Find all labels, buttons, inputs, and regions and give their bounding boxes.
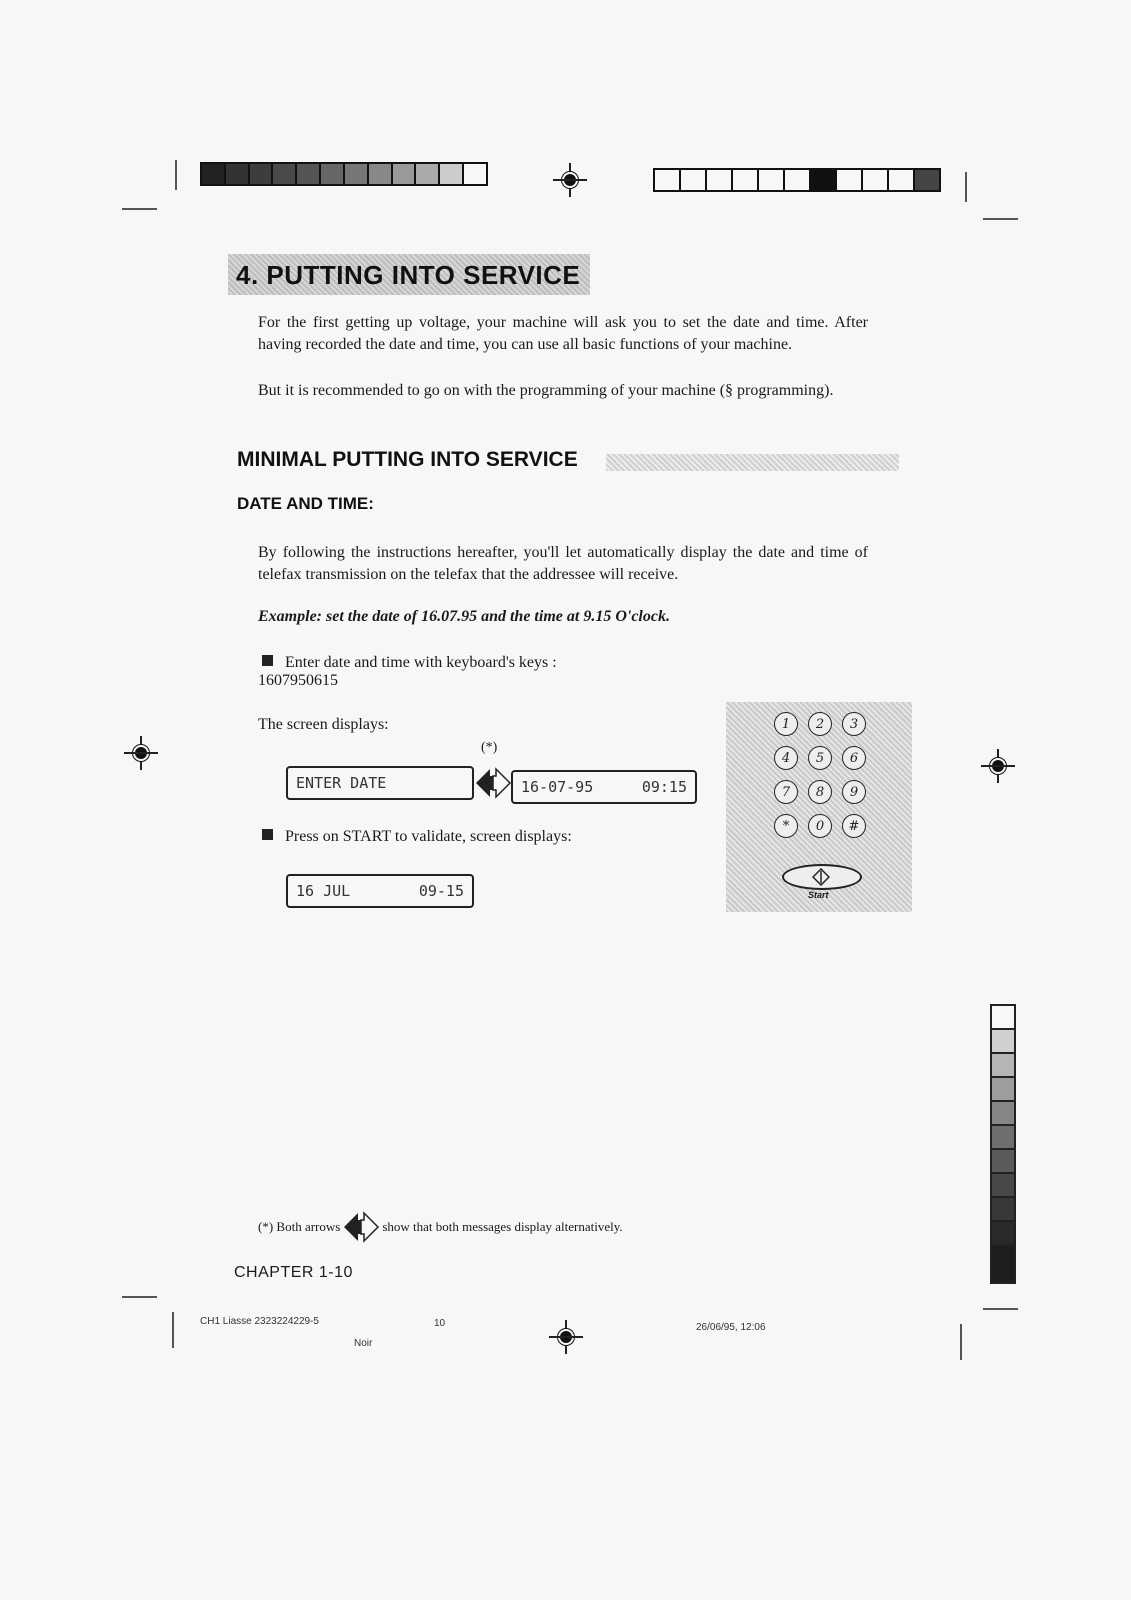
step-2	[262, 826, 572, 848]
intro-paragraph-2: But it is recommended to go on with the programming of your machine (§ programming).	[258, 382, 834, 399]
step-1-value: 1607950615	[258, 672, 338, 689]
key-9: 9	[842, 780, 866, 804]
screen-label: The screen displays:	[258, 716, 389, 733]
lcd-time: 09-15	[418, 882, 464, 900]
key-1: 1	[774, 712, 798, 736]
lcd-display-enter-date	[286, 766, 474, 800]
start-icon	[812, 868, 830, 886]
key-4: 4	[774, 746, 798, 770]
key-0: 0	[808, 814, 832, 838]
trim-mark	[965, 172, 967, 202]
registration-bar-right	[653, 168, 941, 192]
footnote	[258, 1208, 623, 1246]
key-6: 6	[842, 746, 866, 770]
key-2: 2	[808, 712, 832, 736]
section-title: 4. PUTTING INTO SERVICE	[228, 254, 590, 295]
grayscale-tab-strip	[990, 1004, 1016, 1284]
lcd-text: ENTER DATE	[296, 774, 387, 792]
lcd-date: 16 JUL	[296, 882, 351, 900]
trim-mark	[122, 1296, 157, 1298]
subsection-title: MINIMAL PUTTING INTO SERVICE	[237, 448, 578, 471]
trim-mark	[983, 1308, 1018, 1310]
keypad-illustration	[726, 702, 912, 912]
trim-mark	[175, 160, 177, 190]
trim-mark	[960, 1324, 962, 1360]
registration-bar-left	[200, 162, 488, 186]
heading-hatch-bar	[606, 454, 899, 471]
trim-mark	[983, 218, 1018, 220]
start-label: Start	[808, 890, 829, 900]
crosshair-icon	[124, 736, 158, 770]
step-2-text: Press on START to validate, screen displays:	[285, 828, 572, 845]
start-key	[782, 864, 862, 890]
print-color: Noir	[354, 1338, 373, 1349]
step-1-text: Enter date and time with keyboard's keys :	[285, 654, 557, 671]
keypad-grid	[774, 712, 866, 838]
lcd-date: 16-07-95	[521, 778, 594, 796]
double-arrow-icon	[474, 764, 512, 802]
print-date: 26/06/95, 12:06	[696, 1322, 766, 1333]
date-time-description: By following the instructions hereafter, you'll let automatically display the date and time of telefax transmission on the telefax that the addressee will receive.	[258, 544, 868, 583]
print-page-number: 10	[434, 1318, 446, 1329]
double-arrow-icon	[342, 1208, 380, 1246]
bullet	[262, 829, 273, 840]
key-star: *	[774, 814, 798, 838]
bullet	[262, 655, 273, 666]
footnote-text-2: show that both messages display alternatively.	[382, 1219, 623, 1234]
key-7: 7	[774, 780, 798, 804]
intro-paragraph: For the first getting up voltage, your machine will ask you to set the date and time. After having recorded the date and time, you can use all basic functions of your machine.	[258, 314, 868, 353]
footnote-text: (*) Both arrows	[258, 1219, 341, 1234]
crosshair-icon	[981, 749, 1015, 783]
key-hash: #	[842, 814, 866, 838]
date-time-heading: DATE AND TIME:	[237, 494, 374, 513]
chapter-label: CHAPTER 1-10	[234, 1264, 353, 1281]
lcd-display-date-time	[511, 770, 697, 804]
trim-mark	[172, 1312, 174, 1348]
lcd-time: 09:15	[641, 778, 687, 796]
asterisk-note: (*)	[481, 740, 498, 755]
key-3: 3	[842, 712, 866, 736]
crosshair-icon	[553, 163, 587, 197]
print-file-info: CH1 Liasse 2323224229-5	[200, 1316, 319, 1327]
crosshair-icon	[549, 1320, 583, 1354]
lcd-display-validated	[286, 874, 474, 908]
key-5: 5	[808, 746, 832, 770]
key-8: 8	[808, 780, 832, 804]
example-text: Example: set the date of 16.07.95 and the time at 9.15 O'clock.	[258, 608, 670, 625]
trim-mark	[122, 208, 157, 210]
